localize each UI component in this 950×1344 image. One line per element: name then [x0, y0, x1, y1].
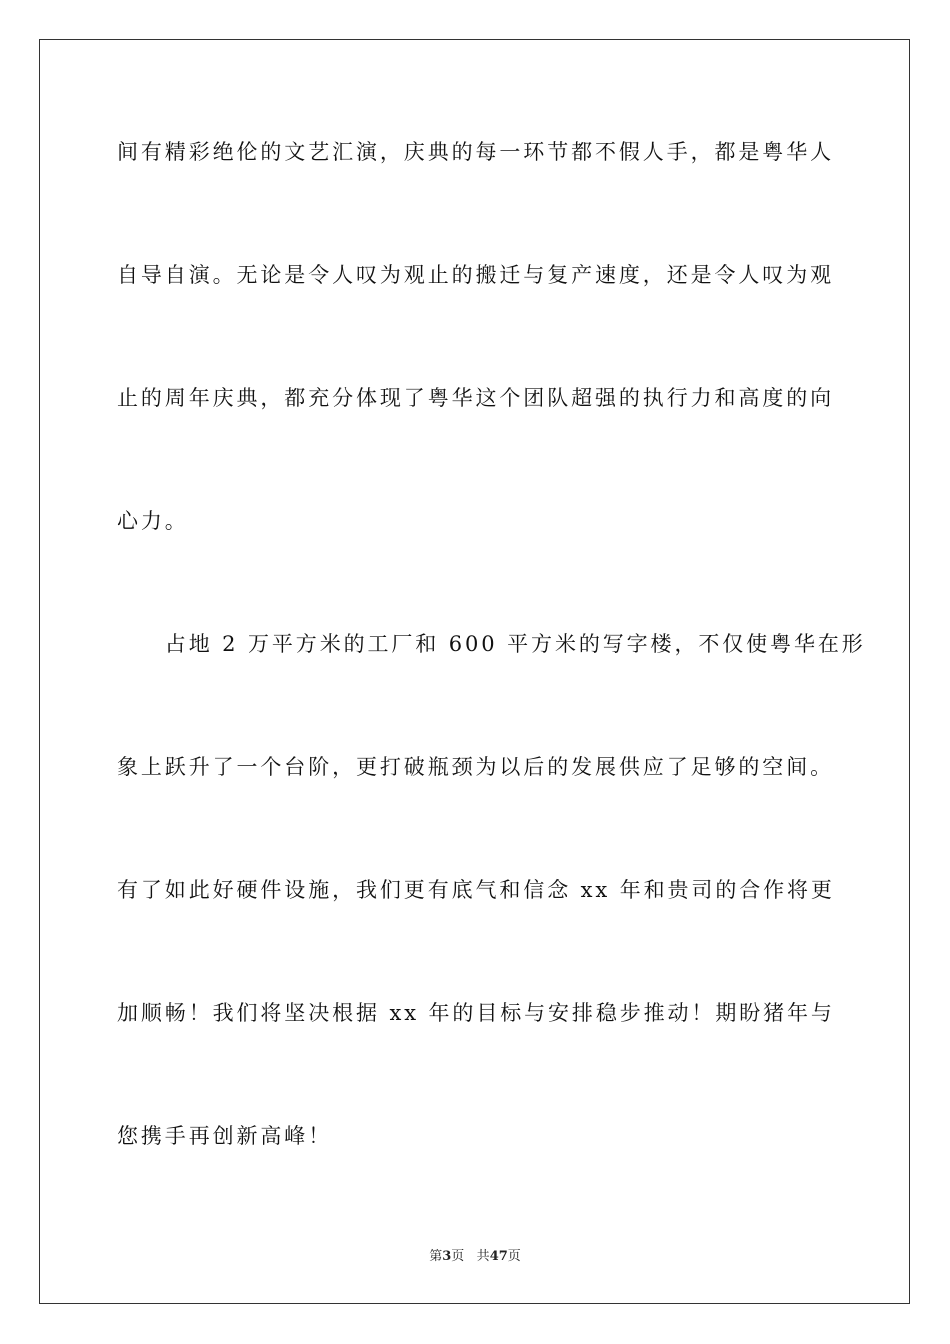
body-text-line-3: 止的周年庆典，都充分体现了粤华这个团队超强的执行力和高度的向 [117, 386, 834, 410]
body-text-line-4: 心力。 [117, 509, 189, 533]
total-suffix: 页 [507, 1249, 521, 1264]
body-text-line-8: 加顺畅！我们将坚决根据 xx 年的目标与安排稳步推动！期盼猪年与 [117, 1001, 835, 1025]
body-text-line-5: 占地 2 万平方米的工厂和 600 平方米的写字楼，不仅使粤华在形 [117, 632, 866, 656]
total-prefix: 共 [476, 1249, 490, 1264]
page-footer [0, 1248, 950, 1266]
body-text-line-2: 自导自演。无论是令人叹为观止的搬迁与复产速度，还是令人叹为观 [117, 263, 834, 287]
body-text-line-7: 有了如此好硬件设施，我们更有底气和信念 xx 年和贵司的合作将更 [117, 878, 835, 902]
page-suffix: 页 [451, 1249, 465, 1264]
page-number: 3 [442, 1249, 452, 1264]
page-border [39, 39, 910, 1304]
body-text-line-9: 您携手再创新高峰！ [117, 1124, 333, 1148]
body-text-line-6: 象上跃升了一个台阶，更打破瓶颈为以后的发展供应了足够的空间。 [117, 755, 834, 779]
body-text-line-1: 间有精彩绝伦的文艺汇演，庆典的每一环节都不假人手，都是粤华人 [117, 140, 834, 164]
total-pages: 47 [489, 1249, 508, 1264]
page-prefix: 第 [429, 1249, 443, 1264]
